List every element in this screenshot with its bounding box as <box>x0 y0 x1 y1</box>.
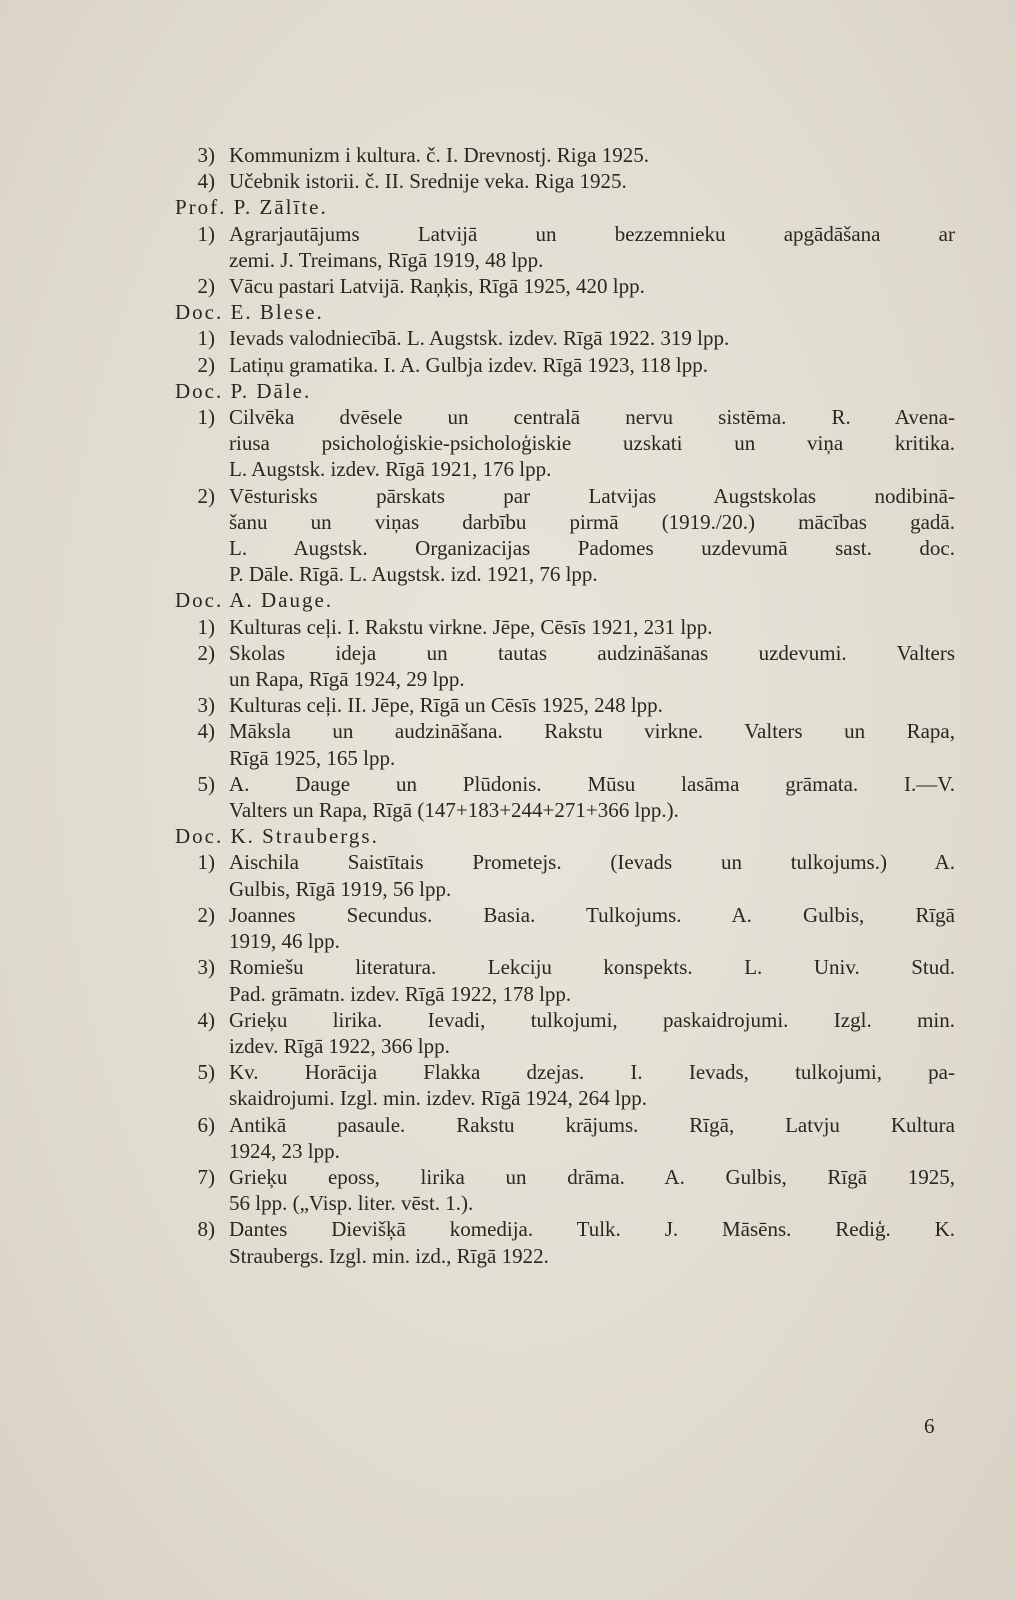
bibliography-entry <box>175 771 955 823</box>
entry-line: Kommunizm i kultura. č. I. Drevnostj. Riga 1925. <box>229 143 649 167</box>
bibliography-entry <box>175 221 955 273</box>
entry-line: 1924, 23 lpp. <box>229 1138 340 1163</box>
entry-line: Kulturas ceļi. II. Jēpe, Rīgā un Cēsīs 1925, 248 lpp. <box>229 693 663 718</box>
bibliography-entry <box>175 692 955 718</box>
entry-number: 4) <box>197 169 215 194</box>
author-heading: Doc. E. Blese. <box>175 300 324 325</box>
entry-number: 2) <box>197 902 215 927</box>
entry-line: Pad. grāmatn. izdev. Rīgā 1922, 178 lpp. <box>229 981 572 1006</box>
bibliography-entry <box>175 352 955 378</box>
bibliography-entry <box>175 614 955 640</box>
author-heading: Prof. P. Zālīte. <box>175 195 328 220</box>
bibliography-entry <box>175 1164 955 1216</box>
entry-line: un Rapa, Rīgā 1924, 29 lpp. <box>229 667 465 692</box>
entry-text <box>229 404 955 483</box>
entry-text <box>229 771 955 823</box>
bibliography-entry <box>175 1216 955 1268</box>
author-heading: Doc. K. Straubergs. <box>175 824 379 849</box>
author-section <box>175 299 955 378</box>
entry-text <box>229 142 955 168</box>
entry-text <box>229 849 955 901</box>
entry-number: 4) <box>197 719 215 744</box>
entry-line: riusa psicholoģiskie-psicholoģiskie uzskati un viņa kritika. <box>229 431 955 456</box>
bibliography-entry <box>175 849 955 901</box>
entry-text <box>229 352 955 378</box>
entry-text <box>229 1059 955 1111</box>
entry-line: zemi. J. Treimans, Rīgā 1919, 48 lpp. <box>229 247 544 272</box>
bibliography-entry <box>175 1007 955 1059</box>
entry-number: 1) <box>197 405 215 430</box>
entry-number: 2) <box>197 274 215 299</box>
entry-line: šanu un viņas darbību pirmā (1919./20.) mācības gadā. <box>229 509 955 534</box>
entry-number: 3) <box>197 693 215 718</box>
entry-number: 1) <box>197 850 215 875</box>
author-section <box>175 142 955 194</box>
bibliography-entry <box>175 168 955 194</box>
bibliography-entry <box>175 1112 955 1164</box>
entry-number: 2) <box>197 640 215 665</box>
entry-line: Skolas ideja un tautas audzināšanas uzdevumi. Valters <box>229 640 955 665</box>
entry-number: 4) <box>197 1007 215 1032</box>
entry-number: 3) <box>197 955 215 980</box>
entry-line: L. Augstsk. Organizacijas Padomes uzdevumā sast. doc. <box>229 536 955 561</box>
entry-line: Ievads valodniecībā. L. Augstsk. izdev. Rīgā 1922. 319 lpp. <box>229 326 730 351</box>
entry-number: 7) <box>197 1164 215 1189</box>
entry-line: izdev. Rīgā 1922, 366 lpp. <box>229 1033 450 1058</box>
entry-line: Učebnik istorii. č. II. Srednije veka. Riga 1925. <box>229 169 627 194</box>
entry-text <box>229 168 955 194</box>
page-number: 6 <box>924 1414 935 1438</box>
entry-line: Rīgā 1925, 165 lpp. <box>229 745 396 770</box>
bibliography-entry <box>175 718 955 770</box>
bibliography-entry <box>175 325 955 351</box>
entry-line: Cilvēka dvēsele un centralā nervu sistēma. R. Avena- <box>229 405 955 430</box>
entry-number: 6) <box>197 1112 215 1137</box>
entry-line: Kulturas ceļi. I. Rakstu virkne. Jēpe, Cēsīs 1921, 231 lpp. <box>229 614 713 639</box>
bibliography-entry <box>175 640 955 692</box>
entry-text <box>229 902 955 954</box>
author-section <box>175 587 955 823</box>
author-heading: Doc. A. Dauge. <box>175 588 334 613</box>
entry-text <box>229 718 955 770</box>
entry-line: Gulbis, Rīgā 1919, 56 lpp. <box>229 876 452 901</box>
author-section <box>175 194 955 299</box>
entry-line: Grieķu eposs, lirika un drāma. A. Gulbis, Rīgā 1925, <box>229 1164 955 1189</box>
entry-text <box>229 483 955 588</box>
entry-text <box>229 1216 955 1268</box>
entry-text <box>229 1112 955 1164</box>
bibliography-entry <box>175 273 955 299</box>
entry-line: Latiņu gramatika. I. A. Gulbja izdev. Rīgā 1923, 118 lpp. <box>229 352 709 377</box>
entry-line: Romiešu literatura. Lekciju konspekts. L. Univ. Stud. <box>229 955 955 980</box>
entry-number: 1) <box>197 614 215 639</box>
entry-line: Vācu pastari Latvijā. Raņķis, Rīgā 1925, 420 lpp. <box>229 274 645 299</box>
entry-text <box>229 614 955 640</box>
entry-line: skaidrojumi. Izgl. min. izdev. Rīgā 1924, 264 lpp. <box>229 1086 648 1111</box>
entry-line: 1919, 46 lpp. <box>229 929 340 954</box>
entry-text <box>229 640 955 692</box>
entry-number: 3) <box>197 143 215 167</box>
entry-number: 2) <box>197 483 215 508</box>
entry-number: 1) <box>197 221 215 246</box>
author-heading: Doc. P. Dāle. <box>175 378 312 403</box>
entry-text <box>229 692 955 718</box>
entry-line: Valters un Rapa, Rīgā (147+183+244+271+366 lpp.). <box>229 798 679 823</box>
entry-text <box>229 954 955 1006</box>
entry-line: Aischila Saistītais Prometejs. (Ievads un tulkojums.) A. <box>229 850 955 875</box>
entry-line: Vēsturisks pārskats par Latvijas Augstskolas nodibinā- <box>229 483 955 508</box>
entry-number: 5) <box>197 771 215 796</box>
entry-line: A. Dauge un Plūdonis. Mūsu lasāma grāmata. I.—V. <box>229 771 955 796</box>
entry-text <box>229 221 955 273</box>
entry-line: Dantes Dievišķā komedija. Tulk. J. Māsēns. Rediģ. K. <box>229 1217 955 1242</box>
bibliography-entry <box>175 1059 955 1111</box>
bibliography-entry <box>175 483 955 588</box>
bibliography-entry <box>175 404 955 483</box>
entry-line: Joannes Secundus. Basia. Tulkojums. A. Gulbis, Rīgā <box>229 902 955 927</box>
entry-text <box>229 1164 955 1216</box>
bibliography-entry <box>175 902 955 954</box>
entry-line: P. Dāle. Rīgā. L. Augstsk. izd. 1921, 76 lpp. <box>229 562 598 587</box>
entry-line: Agrarjautājums Latvijā un bezzemnieku apgādāšana ar <box>229 221 955 246</box>
entry-number: 5) <box>197 1060 215 1085</box>
bibliography-list <box>175 142 955 1269</box>
entry-number: 8) <box>197 1217 215 1242</box>
entry-line: L. Augstsk. izdev. Rīgā 1921, 176 lpp. <box>229 457 552 482</box>
entry-line: Antikā pasaule. Rakstu krājums. Rīgā, Latvju Kultura <box>229 1112 955 1137</box>
entry-line: Kv. Horācija Flakka dzejas. I. Ievads, tulkojumi, pa- <box>229 1060 955 1085</box>
bibliography-entry <box>175 142 955 168</box>
author-section <box>175 378 955 588</box>
entry-number: 1) <box>197 326 215 351</box>
entry-line: 56 lpp. („Visp. liter. vēst. 1.). <box>229 1191 474 1216</box>
entry-line: Grieķu lirika. Ievadi, tulkojumi, paskaidrojumi. Izgl. min. <box>229 1007 955 1032</box>
entry-text <box>229 1007 955 1059</box>
entry-number: 2) <box>197 352 215 377</box>
entry-line: Māksla un audzināšana. Rakstu virkne. Valters un Rapa, <box>229 719 955 744</box>
entry-text <box>229 273 955 299</box>
bibliography-entry <box>175 954 955 1006</box>
entry-line: Straubergs. Izgl. min. izd., Rīgā 1922. <box>229 1243 549 1268</box>
author-section <box>175 823 955 1268</box>
entry-text <box>229 325 955 351</box>
